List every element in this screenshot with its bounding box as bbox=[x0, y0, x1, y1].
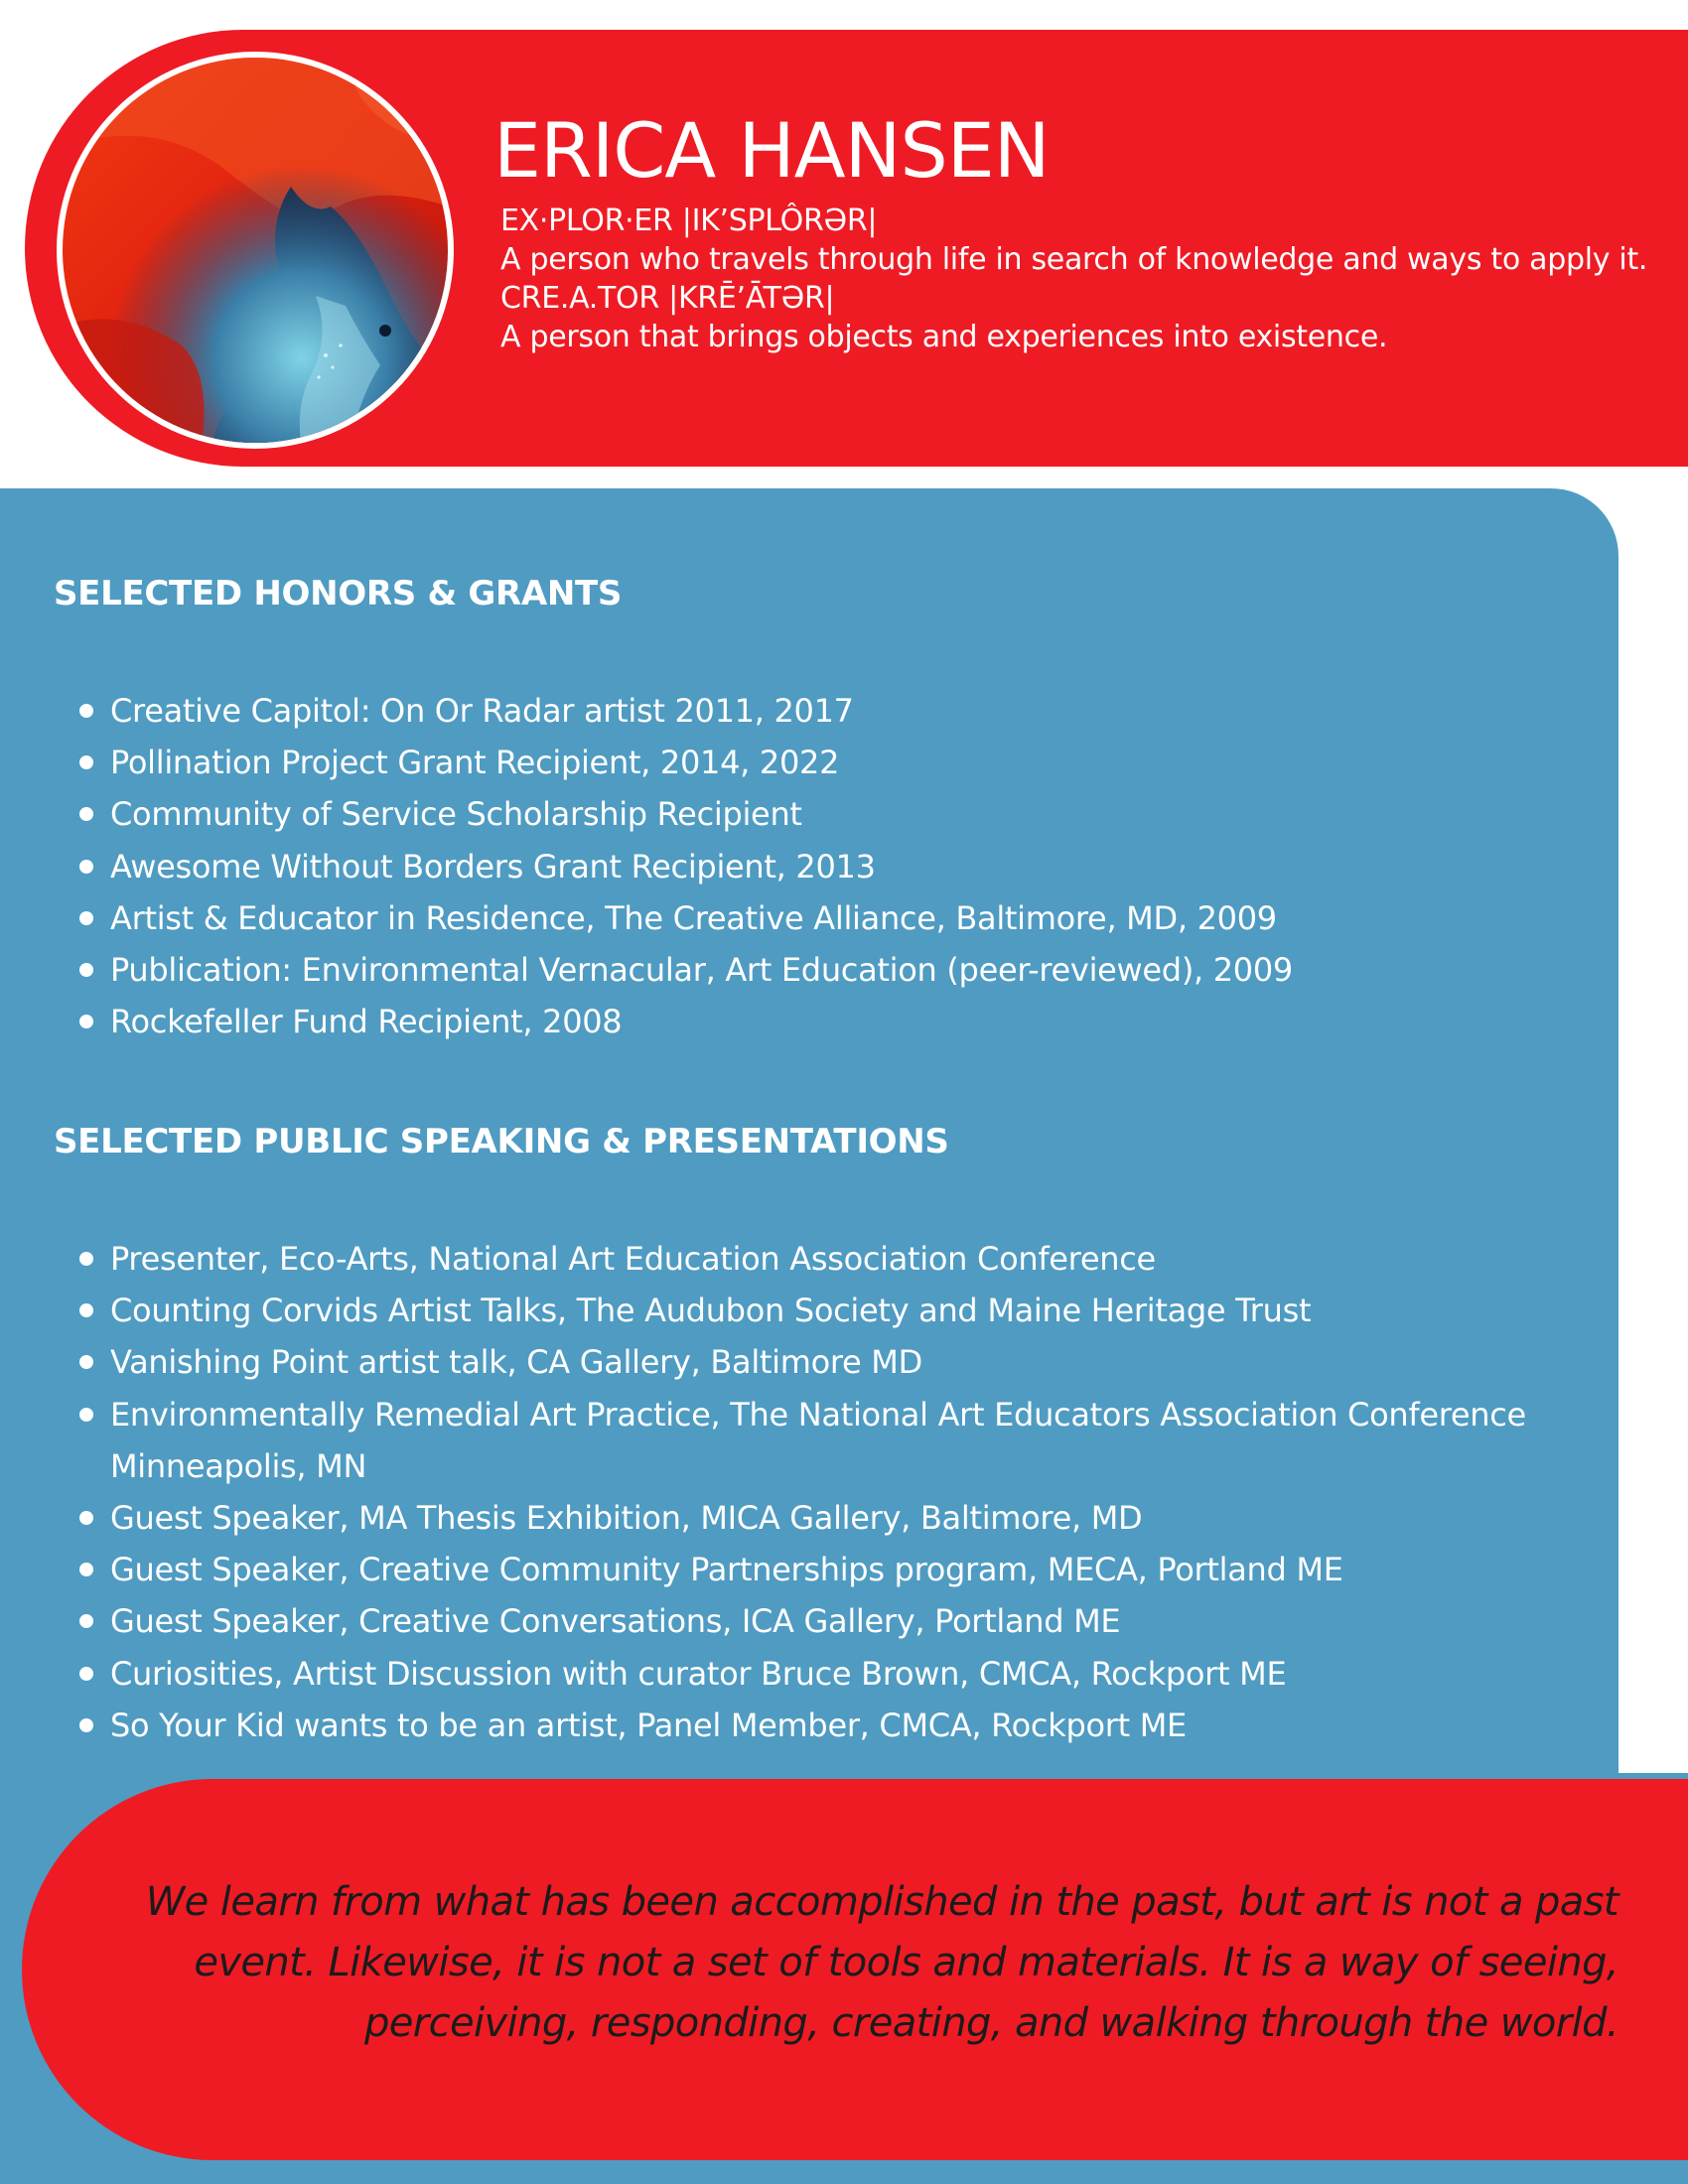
definition-text-explorer: A person who travels through life in search of knowledge and ways to apply it. bbox=[500, 242, 1648, 277]
definitions bbox=[500, 202, 1662, 356]
definition-text-creator: A person that brings objects and experiences into existence. bbox=[500, 320, 1388, 354]
closing-quote bbox=[99, 1872, 1618, 2054]
profile-photo bbox=[63, 58, 448, 443]
list-item: Counting Corvids Artist Talks, The Audubon Society and Maine Heritage Trust bbox=[110, 1285, 1580, 1336]
bullet-icon bbox=[79, 1667, 93, 1681]
list-item: Presenter, Eco-Arts, National Art Education Association Conference bbox=[110, 1233, 1580, 1285]
list-item: Awesome Without Borders Grant Recipient, 2013 bbox=[110, 841, 1580, 892]
list-item: Pollination Project Grant Recipient, 2014, 2022 bbox=[110, 737, 1580, 788]
list-item: Vanishing Point artist talk, CA Gallery, Baltimore MD bbox=[110, 1336, 1580, 1388]
bullet-icon bbox=[79, 1511, 93, 1525]
list-item: So Your Kid wants to be an artist, Panel Member, CMCA, Rockport ME bbox=[110, 1700, 1580, 1751]
list-item: Environmentally Remedial Art Practice, The National Art Educators Association Conference Minneapolis, MN bbox=[110, 1389, 1580, 1492]
bullet-icon bbox=[79, 860, 93, 874]
bullet-icon bbox=[79, 1718, 93, 1732]
bullet-icon bbox=[79, 1408, 93, 1422]
list-item: Rockefeller Fund Recipient, 2008 bbox=[110, 996, 1580, 1047]
list-item: Guest Speaker, MA Thesis Exhibition, MICA Gallery, Baltimore, MD bbox=[110, 1492, 1580, 1544]
speaking-section-title: SELECTED PUBLIC SPEAKING & PRESENTATIONS bbox=[54, 1122, 949, 1161]
list-item: Guest Speaker, Creative Community Partnerships program, MECA, Portland ME bbox=[110, 1544, 1580, 1595]
speaking-list bbox=[110, 1233, 1580, 1751]
bullet-icon bbox=[79, 704, 93, 718]
list-item: Curiosities, Artist Discussion with curator Bruce Brown, CMCA, Rockport ME bbox=[110, 1648, 1580, 1700]
quote-line: event. Likewise, it is not a set of tools and materials. It is a way of seeing, bbox=[194, 1940, 1618, 1985]
list-item: Publication: Environmental Vernacular, Art Education (peer-reviewed), 2009 bbox=[110, 944, 1580, 996]
definition-term-creator: CRE.A.TOR |KRĒ’ĀTƏR| bbox=[500, 281, 835, 316]
quote-line: perceiving, responding, creating, and walking through the world. bbox=[363, 2000, 1618, 2046]
honors-section-title: SELECTED HONORS & GRANTS bbox=[54, 574, 623, 614]
list-item: Guest Speaker, Creative Conversations, ICA Gallery, Portland ME bbox=[110, 1595, 1580, 1647]
person-name: ERICA HANSEN bbox=[493, 106, 1050, 195]
bullet-icon bbox=[79, 963, 93, 977]
bullet-icon bbox=[79, 911, 93, 925]
list-item: Community of Service Scholarship Recipient bbox=[110, 788, 1580, 840]
list-item: Artist & Educator in Residence, The Creative Alliance, Baltimore, MD, 2009 bbox=[110, 892, 1580, 944]
definition-term-explorer: EX·PLOR·ER |IK’SPLÔRƏR| bbox=[500, 204, 878, 238]
bullet-icon bbox=[79, 1252, 93, 1266]
honors-list bbox=[110, 685, 1580, 1047]
quote-line: We learn from what has been accomplished in the past, but art is not a past bbox=[145, 1879, 1618, 1925]
list-item: Creative Capitol: On Or Radar artist 2011, 2017 bbox=[110, 685, 1580, 737]
